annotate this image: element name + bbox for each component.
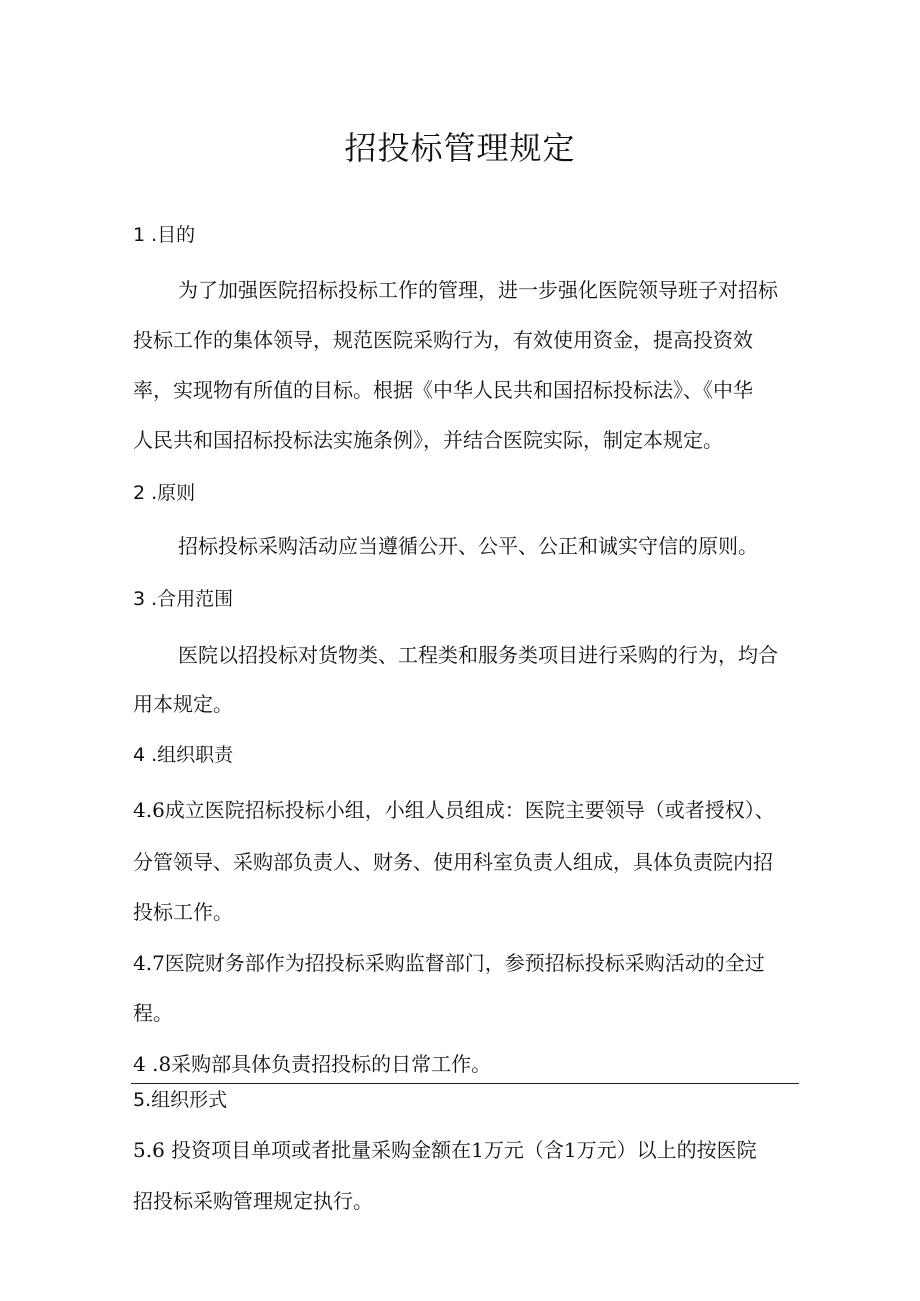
paragraph-line: 投标工作。 xyxy=(133,900,233,924)
section-heading-purpose: 1 .目的 xyxy=(133,224,196,246)
section-heading-organization-form: 5.组织形式 xyxy=(133,1089,228,1111)
document-title: 招投标管理规定 xyxy=(344,129,576,167)
paragraph-line: 4.6成立医院招标投标小组，小组人员组成：医院主要领导（或者授权）、 xyxy=(133,798,775,822)
paragraph-line: 分管领导、采购部负责人、财务、使用科室负责人组成，具体负责院内招 xyxy=(133,850,773,874)
paragraph-line: 用本规定。 xyxy=(133,692,233,716)
paragraph-line: 招投标采购管理规定执行。 xyxy=(133,1189,373,1213)
section-heading-principle: 2 .原则 xyxy=(133,482,196,504)
paragraph-line: 投标工作的集体领导，规范医院采购行为，有效使用资金，提高投资效 xyxy=(133,328,753,352)
paragraph-line: 程。 xyxy=(133,1001,173,1025)
horizontal-rule xyxy=(131,1083,799,1084)
paragraph-line: 5.6 投资项目单项或者批量采购金额在1万元（含1万元）以上的按医院 xyxy=(133,1138,757,1162)
paragraph-line: 率，实现物有所值的目标。根据《中华人民共和国招标投标法》、《中华 xyxy=(133,378,753,402)
section-heading-scope: 3 .合用范围 xyxy=(133,588,234,610)
paragraph-line: 4 .8采购部具体负责招投标的日常工作。 xyxy=(133,1052,492,1076)
paragraph-line: 人民共和国招标投标法实施条例》，并结合医院实际，制定本规定。 xyxy=(133,428,723,452)
paragraph-line: 招标投标采购活动应当遵循公开、公平、公正和诚实守信的原则。 xyxy=(178,534,758,558)
paragraph-line: 医院以招投标对货物类、工程类和服务类项目进行采购的行为，均合 xyxy=(178,643,778,667)
paragraph-line: 为了加强医院招标投标工作的管理，进一步强化医院领导班子对招标 xyxy=(178,278,778,302)
section-heading-responsibilities: 4 .组织职责 xyxy=(133,744,234,766)
paragraph-line: 4.7医院财务部作为招投标采购监督部门，参预招标投标采购活动的全过 xyxy=(133,951,765,975)
